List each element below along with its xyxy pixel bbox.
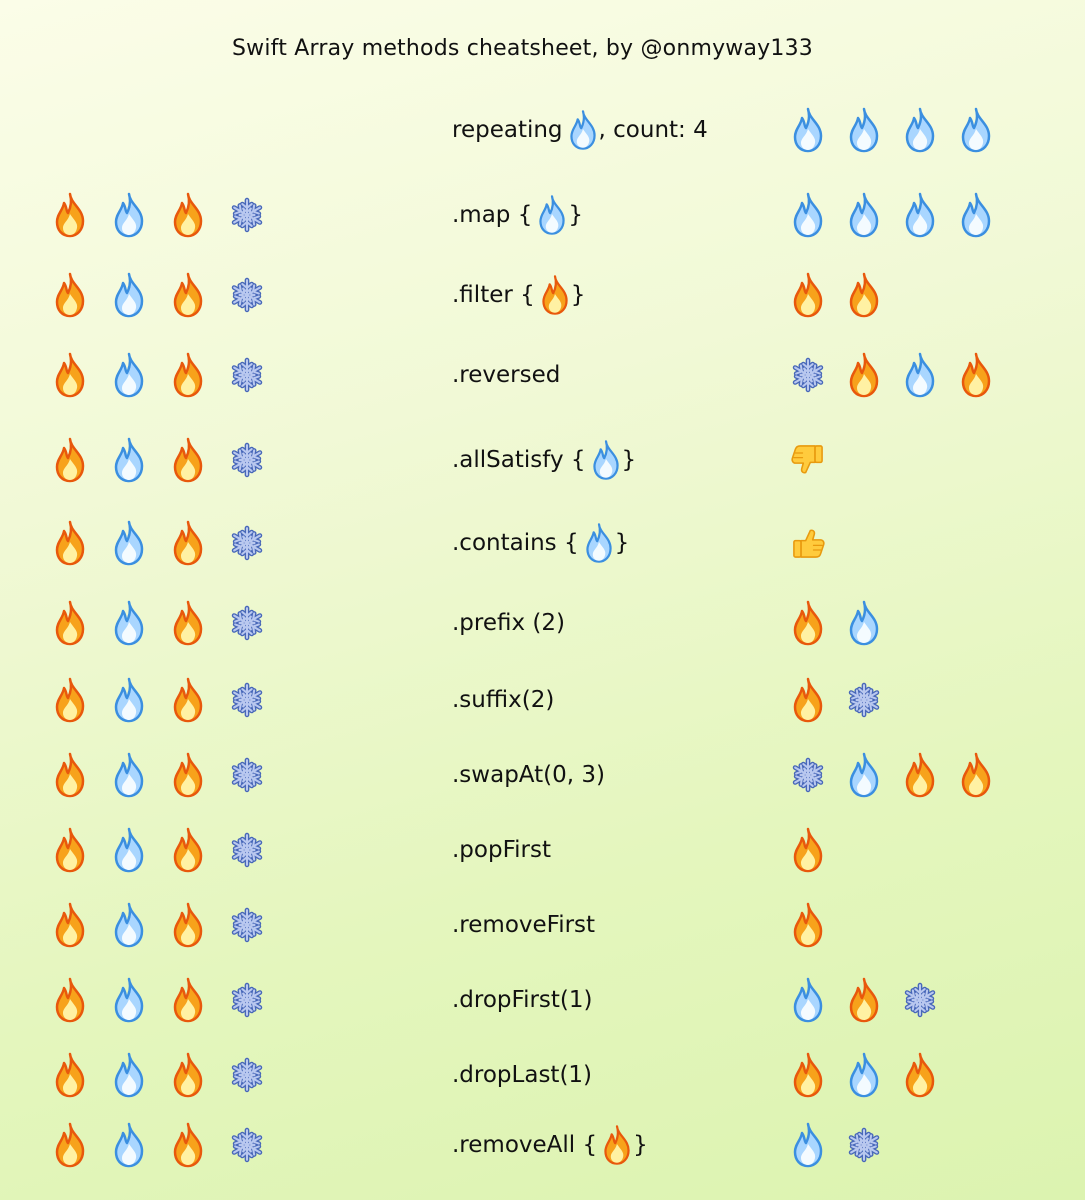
input-array [52, 593, 288, 653]
method-row [0, 513, 1085, 573]
input-array [52, 430, 288, 490]
water-icon [111, 977, 147, 1023]
water-icon [846, 600, 882, 646]
fire-icon [52, 1052, 88, 1098]
water-icon [846, 1052, 882, 1098]
fire-icon [170, 977, 206, 1023]
method-name: .prefix (2) [452, 610, 566, 636]
fire-icon [170, 902, 206, 948]
method-row [0, 1045, 1085, 1105]
water-icon [111, 437, 147, 483]
fire-icon [790, 272, 826, 318]
fire-icon [958, 352, 994, 398]
method-suffix: } [570, 282, 586, 308]
fire-icon [170, 1122, 206, 1168]
method-row [0, 745, 1085, 805]
method-suffix: } [614, 530, 630, 556]
output-array [790, 895, 846, 955]
snow-icon [790, 752, 826, 798]
method-row [0, 970, 1085, 1030]
predicate-water-icon [536, 192, 568, 238]
output-array [790, 1115, 902, 1175]
snow-icon [229, 1122, 265, 1168]
snow-icon [790, 352, 826, 398]
fire-icon [790, 902, 826, 948]
method-call [452, 670, 554, 730]
water-icon [902, 192, 938, 238]
output-array [790, 745, 1014, 805]
water-icon [902, 352, 938, 398]
predicate-water-icon [590, 437, 622, 483]
method-call [452, 100, 708, 160]
input-array [52, 185, 288, 245]
water-icon [111, 352, 147, 398]
fire-icon [52, 352, 88, 398]
method-name: .filter { [452, 282, 535, 308]
method-name: .allSatisfy { [452, 447, 586, 473]
method-suffix: } [621, 447, 637, 473]
output-array [790, 820, 846, 880]
snow-icon [229, 977, 265, 1023]
fire-icon [52, 977, 88, 1023]
method-call [452, 820, 551, 880]
predicate-water-icon [583, 520, 615, 566]
fire-icon [52, 272, 88, 318]
input-array [52, 820, 288, 880]
snow-icon [846, 677, 882, 723]
water-icon [790, 977, 826, 1023]
input-array [52, 895, 288, 955]
water-icon [846, 752, 882, 798]
method-row [0, 670, 1085, 730]
method-call [452, 970, 593, 1030]
method-call [452, 185, 583, 245]
method-row [0, 265, 1085, 325]
output-array [790, 593, 902, 653]
predicate-fire-icon [601, 1122, 633, 1168]
predicate-fire-icon [539, 272, 571, 318]
water-icon [111, 827, 147, 873]
input-array [52, 1045, 288, 1105]
output-array [790, 345, 1014, 405]
snow-icon [229, 437, 265, 483]
water-icon [111, 1122, 147, 1168]
output-array [790, 513, 846, 573]
fire-icon [52, 752, 88, 798]
snow-icon [229, 827, 265, 873]
method-call [452, 430, 636, 490]
output-array [790, 265, 902, 325]
snow-icon [229, 902, 265, 948]
fire-icon [958, 752, 994, 798]
water-icon [111, 272, 147, 318]
fire-icon [790, 1052, 826, 1098]
snow-icon [846, 1122, 882, 1168]
water-icon [846, 107, 882, 153]
fire-icon [52, 600, 88, 646]
fire-icon [52, 1122, 88, 1168]
method-suffix: , count: 4 [598, 117, 708, 143]
method-row [0, 1115, 1085, 1175]
page-title: Swift Array methods cheatsheet, by @onmyway133 [232, 36, 813, 61]
fire-icon [170, 752, 206, 798]
fire-icon [902, 752, 938, 798]
snow-icon [229, 1052, 265, 1098]
thumbs-up-icon [790, 520, 826, 566]
fire-icon [846, 977, 882, 1023]
method-call [452, 895, 595, 955]
water-icon [958, 192, 994, 238]
method-name: .swapAt(0, 3) [452, 762, 605, 788]
snow-icon [229, 600, 265, 646]
method-suffix: } [568, 202, 583, 228]
method-row [0, 895, 1085, 955]
method-row [0, 593, 1085, 653]
water-icon [111, 677, 147, 723]
method-name: repeating [452, 117, 563, 143]
water-icon [111, 192, 147, 238]
method-call [452, 265, 585, 325]
fire-icon [170, 677, 206, 723]
water-icon [902, 107, 938, 153]
snow-icon [902, 977, 938, 1023]
water-icon [111, 1052, 147, 1098]
method-name: .map { [452, 202, 533, 228]
water-icon [111, 902, 147, 948]
output-array [790, 100, 1014, 160]
method-call [452, 513, 629, 573]
snow-icon [229, 752, 265, 798]
fire-icon [170, 1052, 206, 1098]
snow-icon [229, 520, 265, 566]
output-array [790, 430, 846, 490]
fire-icon [790, 677, 826, 723]
water-icon [790, 192, 826, 238]
snow-icon [229, 677, 265, 723]
fire-icon [52, 437, 88, 483]
snow-icon [229, 272, 265, 318]
method-name: .suffix(2) [452, 687, 555, 713]
fire-icon [52, 902, 88, 948]
water-icon [958, 107, 994, 153]
input-array [52, 1115, 288, 1175]
snow-icon [229, 352, 265, 398]
fire-icon [52, 677, 88, 723]
fire-icon [902, 1052, 938, 1098]
input-array [52, 265, 288, 325]
method-name: .removeFirst [452, 912, 596, 938]
water-icon [111, 752, 147, 798]
output-array [790, 1045, 958, 1105]
input-array [52, 670, 288, 730]
method-name: .contains { [452, 530, 579, 556]
fire-icon [170, 272, 206, 318]
water-icon [846, 192, 882, 238]
method-call [452, 1115, 648, 1175]
water-icon [111, 600, 147, 646]
water-icon [790, 1122, 826, 1168]
method-row [0, 100, 1085, 160]
fire-icon [790, 600, 826, 646]
water-icon [111, 520, 147, 566]
fire-icon [170, 437, 206, 483]
method-call [452, 593, 565, 653]
input-array [52, 745, 288, 805]
output-array [790, 670, 902, 730]
fire-icon [790, 827, 826, 873]
method-name: .dropFirst(1) [452, 987, 593, 1013]
fire-icon [52, 192, 88, 238]
method-row [0, 345, 1085, 405]
method-name: .removeAll { [452, 1132, 598, 1158]
method-suffix: } [633, 1132, 648, 1158]
fire-icon [170, 520, 206, 566]
input-array [52, 970, 288, 1030]
output-array [790, 185, 1014, 245]
snow-icon [229, 192, 265, 238]
method-call [452, 1045, 592, 1105]
fire-icon [846, 272, 882, 318]
method-row [0, 185, 1085, 245]
method-name: .reversed [452, 362, 561, 388]
input-array [52, 345, 288, 405]
method-name: .popFirst [452, 837, 551, 863]
fire-icon [52, 520, 88, 566]
input-array [52, 513, 288, 573]
method-row [0, 430, 1085, 490]
thumbs-down-icon [790, 437, 826, 483]
predicate-water-icon [567, 107, 599, 153]
fire-icon [846, 352, 882, 398]
output-array [790, 970, 958, 1030]
fire-icon [170, 600, 206, 646]
method-name: .dropLast(1) [452, 1062, 593, 1088]
method-call [452, 345, 560, 405]
fire-icon [170, 192, 206, 238]
method-call [452, 745, 605, 805]
method-row [0, 820, 1085, 880]
fire-icon [170, 352, 206, 398]
fire-icon [52, 827, 88, 873]
fire-icon [170, 827, 206, 873]
water-icon [790, 107, 826, 153]
